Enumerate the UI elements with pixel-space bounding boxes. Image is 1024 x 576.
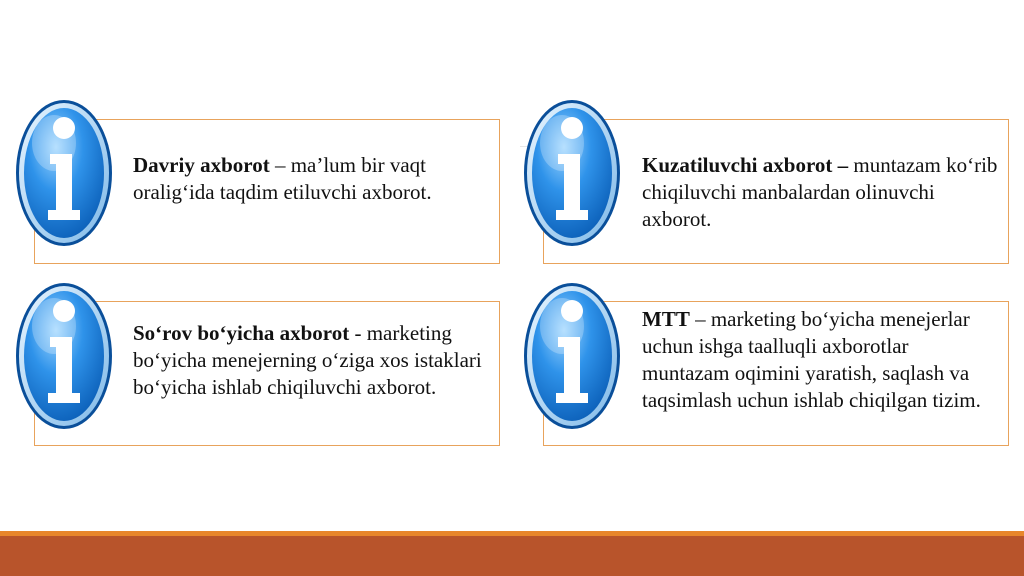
card-body: muntazam ko‘rib chiqiluvchi manbalardan olinuvchi axborot. — [642, 153, 998, 231]
card-body: – ma’lum bir vaqt oralig‘ida taqdim etiluvchi axborot. — [133, 153, 432, 204]
card-body: - marketing bo‘yicha menejerning o‘ziga xos istaklari bo‘yicha ishlab chiqiluvchi axborot. — [133, 321, 482, 399]
card-text — [642, 152, 998, 233]
card-body: – marketing bo‘yicha menejerlar uchun ishga taalluqli axborotlar muntazam oqimini yaratish, saqlash va taqsimlash uchun ishlab chiqilgan tizim. — [642, 307, 981, 412]
card-title: Kuzatiluvchi axborot – — [642, 153, 849, 177]
info-icon — [14, 98, 114, 248]
info-icon — [14, 281, 114, 431]
card-title: MTT — [642, 307, 690, 331]
card-title: So‘rov bo‘yicha axborot — [133, 321, 350, 345]
card-text — [642, 306, 998, 414]
card-text — [133, 152, 489, 206]
info-icon — [522, 281, 622, 431]
card-title: Davriy axborot — [133, 153, 270, 177]
card-text — [133, 320, 489, 401]
footer-band — [0, 536, 1024, 576]
info-icon — [522, 98, 622, 248]
